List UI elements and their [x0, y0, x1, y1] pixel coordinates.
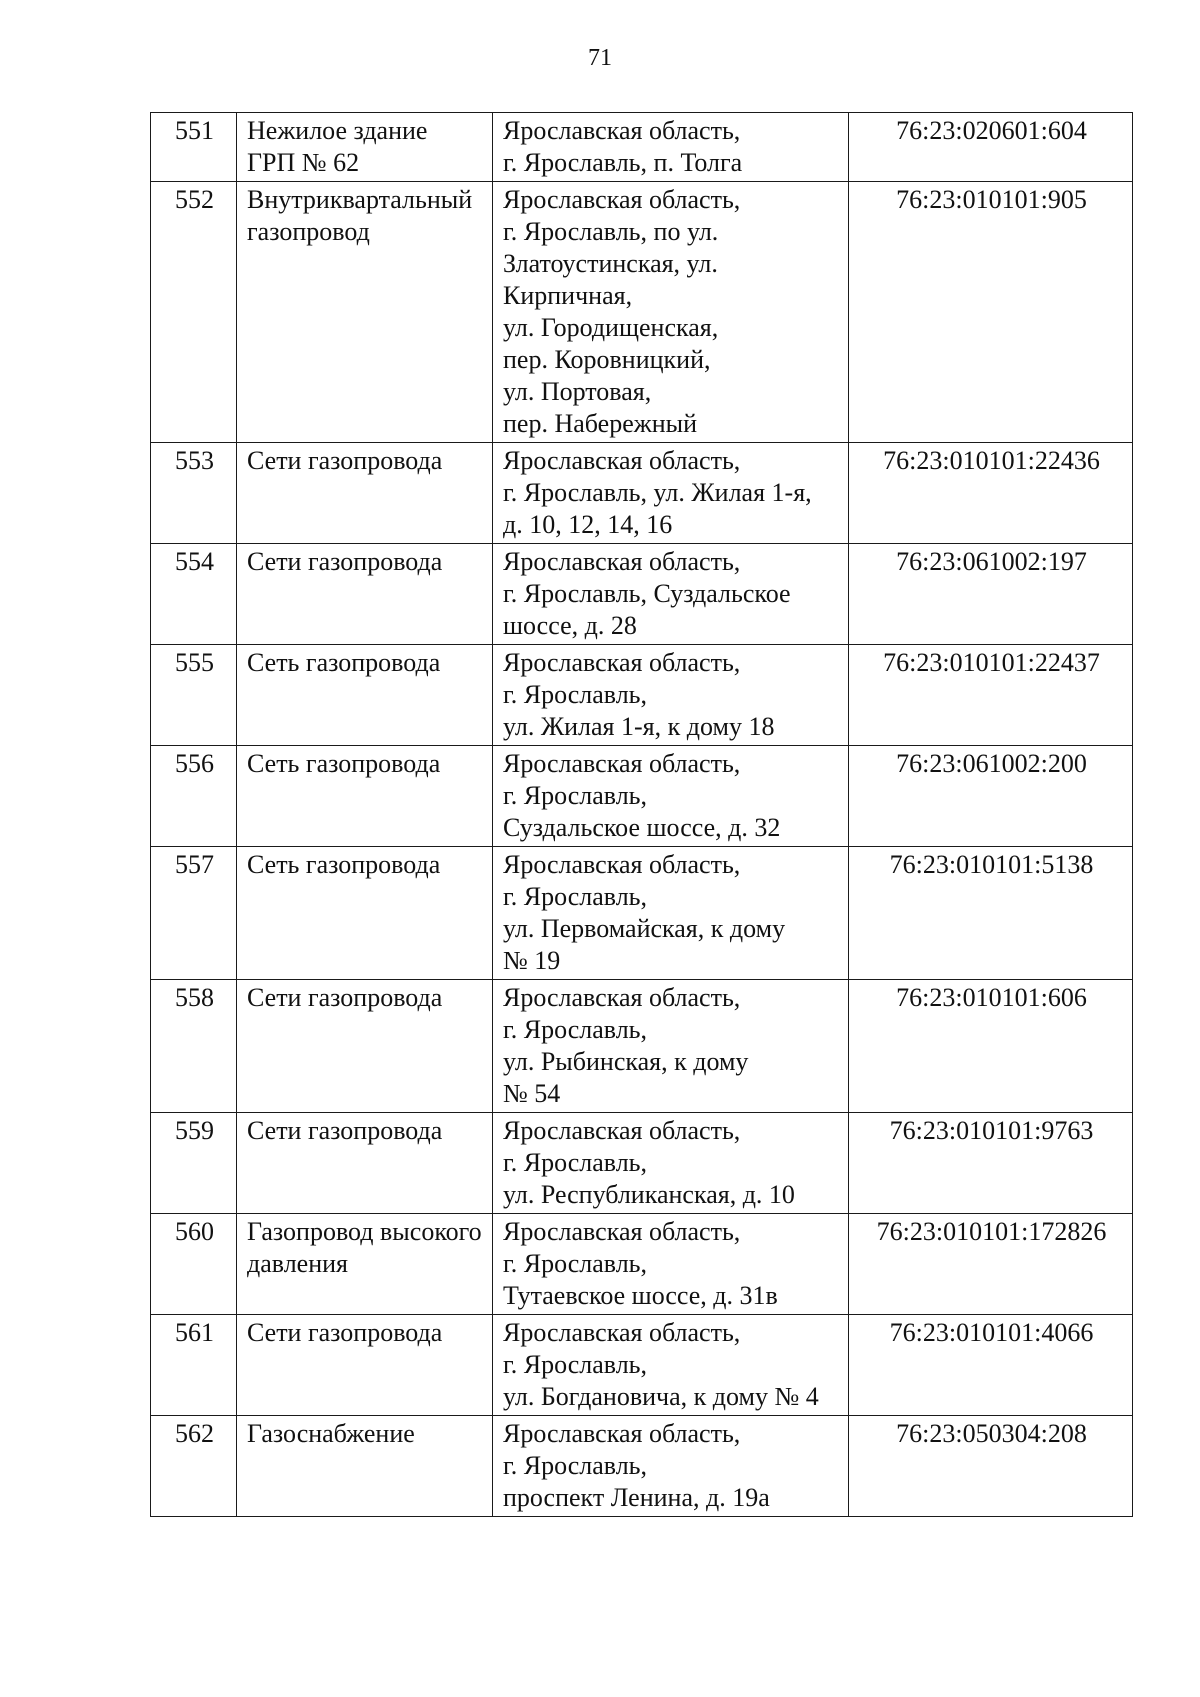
object-name: Нежилое здание ГРП № 62	[237, 113, 493, 182]
row-number: 560	[151, 1214, 237, 1315]
object-name: Газопровод высокого давления	[237, 1214, 493, 1315]
row-number: 556	[151, 746, 237, 847]
object-name: Сети газопровода	[237, 1315, 493, 1416]
object-address: Ярославская область, г. Ярославль, ул. Жилая 1-я, д. 10, 12, 14, 16	[493, 443, 849, 544]
table-row	[151, 645, 1133, 746]
row-number: 562	[151, 1416, 237, 1517]
object-address: Ярославская область, г. Ярославль, по ул. Златоустинская, ул. Кирпичная, ул. Городищенская, пер. Коровницкий, ул. Портовая, пер. Набережный	[493, 182, 849, 443]
object-address: Ярославская область, г. Ярославль, ул. Рыбинская, к дому № 54	[493, 980, 849, 1113]
page-number: 71	[588, 45, 612, 71]
cadastral-number: 76:23:010101:5138	[849, 847, 1133, 980]
table-row	[151, 182, 1133, 443]
cadastral-number: 76:23:010101:9763	[849, 1113, 1133, 1214]
object-address: Ярославская область, г. Ярославль, ул. Первомайская, к дому № 19	[493, 847, 849, 980]
table-row	[151, 113, 1133, 182]
object-name: Сеть газопровода	[237, 645, 493, 746]
cadastral-number: 76:23:010101:606	[849, 980, 1133, 1113]
row-number: 561	[151, 1315, 237, 1416]
row-number: 559	[151, 1113, 237, 1214]
row-number: 554	[151, 544, 237, 645]
object-address: Ярославская область, г. Ярославль, Суздальское шоссе, д. 28	[493, 544, 849, 645]
cadastral-number: 76:23:010101:4066	[849, 1315, 1133, 1416]
table-row	[151, 1214, 1133, 1315]
row-number: 551	[151, 113, 237, 182]
object-address: Ярославская область, г. Ярославль, Суздальское шоссе, д. 32	[493, 746, 849, 847]
table-row	[151, 980, 1133, 1113]
cadastral-number: 76:23:010101:905	[849, 182, 1133, 443]
cadastral-number: 76:23:020601:604	[849, 113, 1133, 182]
object-name: Сети газопровода	[237, 544, 493, 645]
cadastral-number: 76:23:010101:172826	[849, 1214, 1133, 1315]
table-row	[151, 443, 1133, 544]
table-row	[151, 847, 1133, 980]
row-number: 558	[151, 980, 237, 1113]
row-number: 557	[151, 847, 237, 980]
object-name: Сеть газопровода	[237, 746, 493, 847]
cadastral-number: 76:23:010101:22436	[849, 443, 1133, 544]
table-row	[151, 1113, 1133, 1214]
row-number: 552	[151, 182, 237, 443]
object-name: Внутриквартальный газопровод	[237, 182, 493, 443]
property-registry-table	[150, 112, 1133, 1517]
row-number: 553	[151, 443, 237, 544]
object-name: Сети газопровода	[237, 1113, 493, 1214]
object-name: Сети газопровода	[237, 443, 493, 544]
object-address: Ярославская область, г. Ярославль, проспект Ленина, д. 19а	[493, 1416, 849, 1517]
object-name: Газоснабжение	[237, 1416, 493, 1517]
object-name: Сеть газопровода	[237, 847, 493, 980]
object-address: Ярославская область, г. Ярославль, ул. Жилая 1-я, к дому 18	[493, 645, 849, 746]
registry-rows	[151, 113, 1133, 1517]
cadastral-number: 76:23:010101:22437	[849, 645, 1133, 746]
row-number: 555	[151, 645, 237, 746]
object-address: Ярославская область, г. Ярославль, п. Толга	[493, 113, 849, 182]
table-row	[151, 746, 1133, 847]
cadastral-number: 76:23:050304:208	[849, 1416, 1133, 1517]
object-address: Ярославская область, г. Ярославль, ул. Республиканская, д. 10	[493, 1113, 849, 1214]
object-address: Ярославская область, г. Ярославль, ул. Богдановича, к дому № 4	[493, 1315, 849, 1416]
table-row	[151, 1416, 1133, 1517]
cadastral-number: 76:23:061002:197	[849, 544, 1133, 645]
table-row	[151, 544, 1133, 645]
table-row	[151, 1315, 1133, 1416]
cadastral-number: 76:23:061002:200	[849, 746, 1133, 847]
object-name: Сети газопровода	[237, 980, 493, 1113]
object-address: Ярославская область, г. Ярославль, Тутаевское шоссе, д. 31в	[493, 1214, 849, 1315]
